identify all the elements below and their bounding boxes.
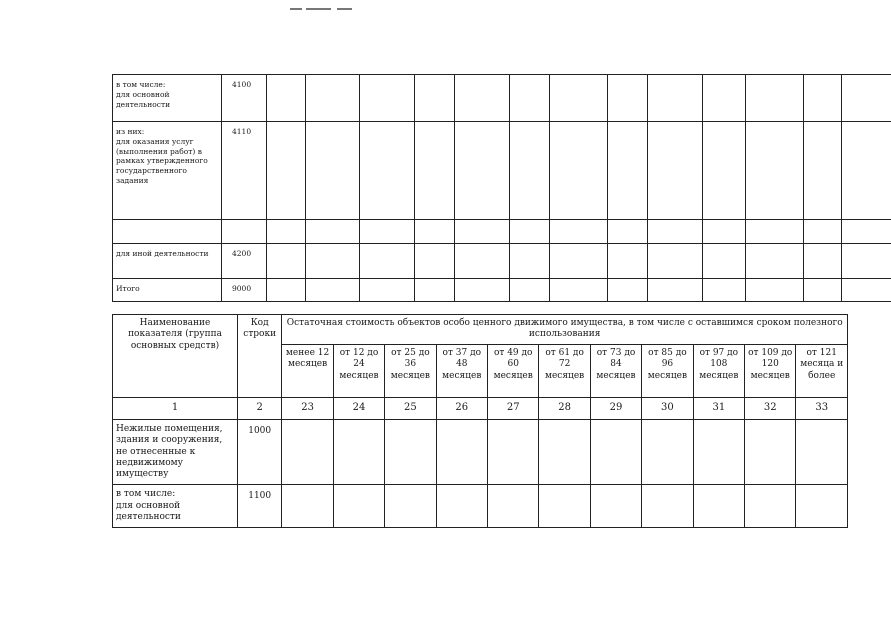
row-code-cell — [222, 75, 267, 122]
empty-cell — [550, 220, 608, 244]
row-name: в том числе: для основной деятельности — [116, 489, 181, 522]
row-name: Итого — [116, 284, 140, 293]
empty-cell — [267, 279, 306, 302]
column-number: 26 — [436, 398, 487, 420]
empty-cell — [455, 122, 510, 220]
row-code-cell — [238, 485, 282, 528]
empty-cell — [436, 485, 487, 528]
row-code-cell — [222, 279, 267, 302]
empty-cell — [648, 279, 703, 302]
empty-cell — [703, 220, 746, 244]
period-header: от 73 до 84 месяцев — [596, 348, 636, 381]
table-row — [113, 244, 891, 279]
empty-cell — [796, 420, 848, 485]
column-number: 32 — [745, 398, 796, 420]
empty-cell — [608, 279, 648, 302]
empty-cell — [842, 244, 891, 279]
empty-cell — [550, 279, 608, 302]
empty-cell — [693, 485, 744, 528]
row-code: 4110 — [232, 127, 252, 136]
lower-table — [112, 314, 848, 528]
period-header: менее 12 месяцев — [285, 348, 330, 370]
empty-cell — [608, 220, 648, 244]
table-row — [113, 485, 848, 528]
empty-cell — [306, 75, 360, 122]
row-name-cell — [113, 75, 222, 122]
empty-cell — [415, 244, 455, 279]
empty-cell — [360, 279, 415, 302]
header-name: Наименование показателя (группа основных средств) — [128, 318, 222, 351]
period-header: от 97 до 108 месяцев — [699, 348, 739, 381]
empty-cell — [267, 122, 306, 220]
empty-cell — [415, 220, 455, 244]
empty-cell — [306, 279, 360, 302]
table-row — [113, 75, 891, 122]
empty-cell — [804, 122, 842, 220]
row-name: для иной деятельности — [116, 249, 209, 258]
empty-cell — [746, 279, 804, 302]
empty-cell — [333, 420, 384, 485]
row-name: Нежилые помещения, здания и сооружения, не отнесенные к недвижимому имуществу — [116, 424, 223, 479]
empty-cell — [360, 244, 415, 279]
empty-cell — [608, 244, 648, 279]
row-code-cell — [222, 220, 267, 244]
empty-cell — [648, 244, 703, 279]
header-code: Код строки — [243, 318, 277, 340]
empty-cell — [804, 220, 842, 244]
empty-cell — [746, 122, 804, 220]
column-number: 33 — [796, 398, 848, 420]
period-header: от 49 до 60 месяцев — [493, 348, 533, 381]
empty-cell — [796, 485, 848, 528]
period-header-cell — [590, 345, 641, 398]
column-number: 28 — [539, 398, 590, 420]
column-number: 31 — [693, 398, 744, 420]
empty-cell — [360, 75, 415, 122]
empty-cell — [306, 220, 360, 244]
row-name-cell — [113, 220, 222, 244]
period-header: от 109 до 120 месяцев — [748, 348, 793, 381]
empty-cell — [510, 279, 550, 302]
empty-cell — [842, 75, 891, 122]
period-header-cell — [796, 345, 848, 398]
period-header: от 25 до 36 месяцев — [390, 348, 430, 381]
column-number: 2 — [238, 398, 282, 420]
empty-cell — [455, 279, 510, 302]
row-code: 9000 — [232, 284, 252, 293]
empty-cell — [488, 485, 539, 528]
empty-cell — [642, 420, 693, 485]
empty-cell — [455, 220, 510, 244]
period-header: от 61 до 72 месяцев — [544, 348, 585, 381]
header-group: Остаточная стоимость объектов особо ценного движимого имущества, в том числе с оставшимся сроком полезного использования — [286, 318, 843, 340]
period-header-cell — [282, 345, 333, 398]
empty-cell — [510, 244, 550, 279]
empty-cell — [267, 220, 306, 244]
empty-cell — [510, 75, 550, 122]
empty-cell — [415, 279, 455, 302]
empty-cell — [360, 220, 415, 244]
empty-cell — [842, 279, 891, 302]
table-row — [113, 279, 891, 302]
row-code: 1000 — [248, 426, 272, 436]
table-row — [113, 122, 891, 220]
period-header: от 85 до 96 месяцев — [647, 348, 688, 381]
period-header-cell — [539, 345, 590, 398]
empty-cell — [642, 485, 693, 528]
column-number: 27 — [488, 398, 539, 420]
empty-cell — [703, 75, 746, 122]
empty-cell — [608, 75, 648, 122]
empty-cell — [415, 75, 455, 122]
row-code: 4200 — [232, 249, 252, 258]
empty-cell — [510, 220, 550, 244]
empty-cell — [703, 122, 746, 220]
empty-cell — [745, 485, 796, 528]
header-code-cell — [238, 315, 282, 398]
period-header-cell — [488, 345, 539, 398]
empty-cell — [703, 279, 746, 302]
row-name-cell — [113, 244, 222, 279]
period-header-cell — [436, 345, 487, 398]
header-group-cell — [282, 315, 848, 345]
row-code-cell — [222, 244, 267, 279]
row-name-cell — [113, 122, 222, 220]
period-header: от 37 до 48 месяцев — [442, 348, 482, 381]
period-header: от 12 до 24 месяцев — [339, 348, 379, 381]
empty-cell — [648, 75, 703, 122]
empty-cell — [510, 122, 550, 220]
empty-cell — [746, 75, 804, 122]
empty-cell — [306, 122, 360, 220]
empty-cell — [360, 122, 415, 220]
column-number: 29 — [590, 398, 641, 420]
empty-cell — [282, 420, 333, 485]
period-header-cell — [385, 345, 436, 398]
empty-cell — [608, 122, 648, 220]
empty-cell — [550, 122, 608, 220]
scan-artifact — [337, 8, 352, 10]
period-header-cell — [745, 345, 796, 398]
upper-table — [112, 74, 891, 302]
empty-cell — [455, 244, 510, 279]
empty-cell — [455, 75, 510, 122]
empty-cell — [804, 75, 842, 122]
empty-cell — [436, 420, 487, 485]
empty-cell — [746, 220, 804, 244]
row-code-cell — [238, 420, 282, 485]
period-header-cell — [642, 345, 693, 398]
row-name: в том числе: для основной деятельности — [116, 80, 171, 109]
empty-cell — [703, 244, 746, 279]
table-row — [113, 420, 848, 485]
column-number: 23 — [282, 398, 333, 420]
empty-cell — [590, 420, 641, 485]
empty-cell — [842, 122, 891, 220]
row-code-cell — [222, 122, 267, 220]
empty-cell — [539, 485, 590, 528]
empty-cell — [267, 244, 306, 279]
empty-cell — [385, 420, 436, 485]
row-code: 1100 — [248, 491, 272, 502]
row-name-cell — [113, 279, 222, 302]
empty-cell — [804, 279, 842, 302]
column-number: 1 — [113, 398, 238, 420]
row-name-cell — [113, 420, 238, 485]
empty-cell — [648, 122, 703, 220]
period-header: от 121 месяца и более — [800, 348, 844, 381]
column-number: 24 — [333, 398, 384, 420]
empty-cell — [488, 420, 539, 485]
period-header-cell — [333, 345, 384, 398]
empty-cell — [746, 244, 804, 279]
empty-cell — [550, 244, 608, 279]
empty-cell — [842, 220, 891, 244]
empty-cell — [693, 420, 744, 485]
empty-cell — [539, 420, 590, 485]
empty-cell — [306, 244, 360, 279]
table-row — [113, 220, 891, 244]
scan-artifact — [306, 8, 331, 10]
empty-cell — [804, 244, 842, 279]
empty-cell — [415, 122, 455, 220]
empty-cell — [282, 485, 333, 528]
row-name-cell — [113, 485, 238, 528]
empty-cell — [333, 485, 384, 528]
row-code: 4100 — [232, 80, 252, 89]
empty-cell — [550, 75, 608, 122]
column-number: 25 — [385, 398, 436, 420]
empty-cell — [648, 220, 703, 244]
row-name: из них: для оказания услуг (выполнения работ) в рамках утвержденного государственного задания — [116, 127, 208, 185]
scan-artifact — [290, 8, 302, 10]
empty-cell — [590, 485, 641, 528]
header-name-cell — [113, 315, 238, 398]
period-header-cell — [693, 345, 744, 398]
empty-cell — [745, 420, 796, 485]
empty-cell — [385, 485, 436, 528]
empty-cell — [267, 75, 306, 122]
column-number: 30 — [642, 398, 693, 420]
